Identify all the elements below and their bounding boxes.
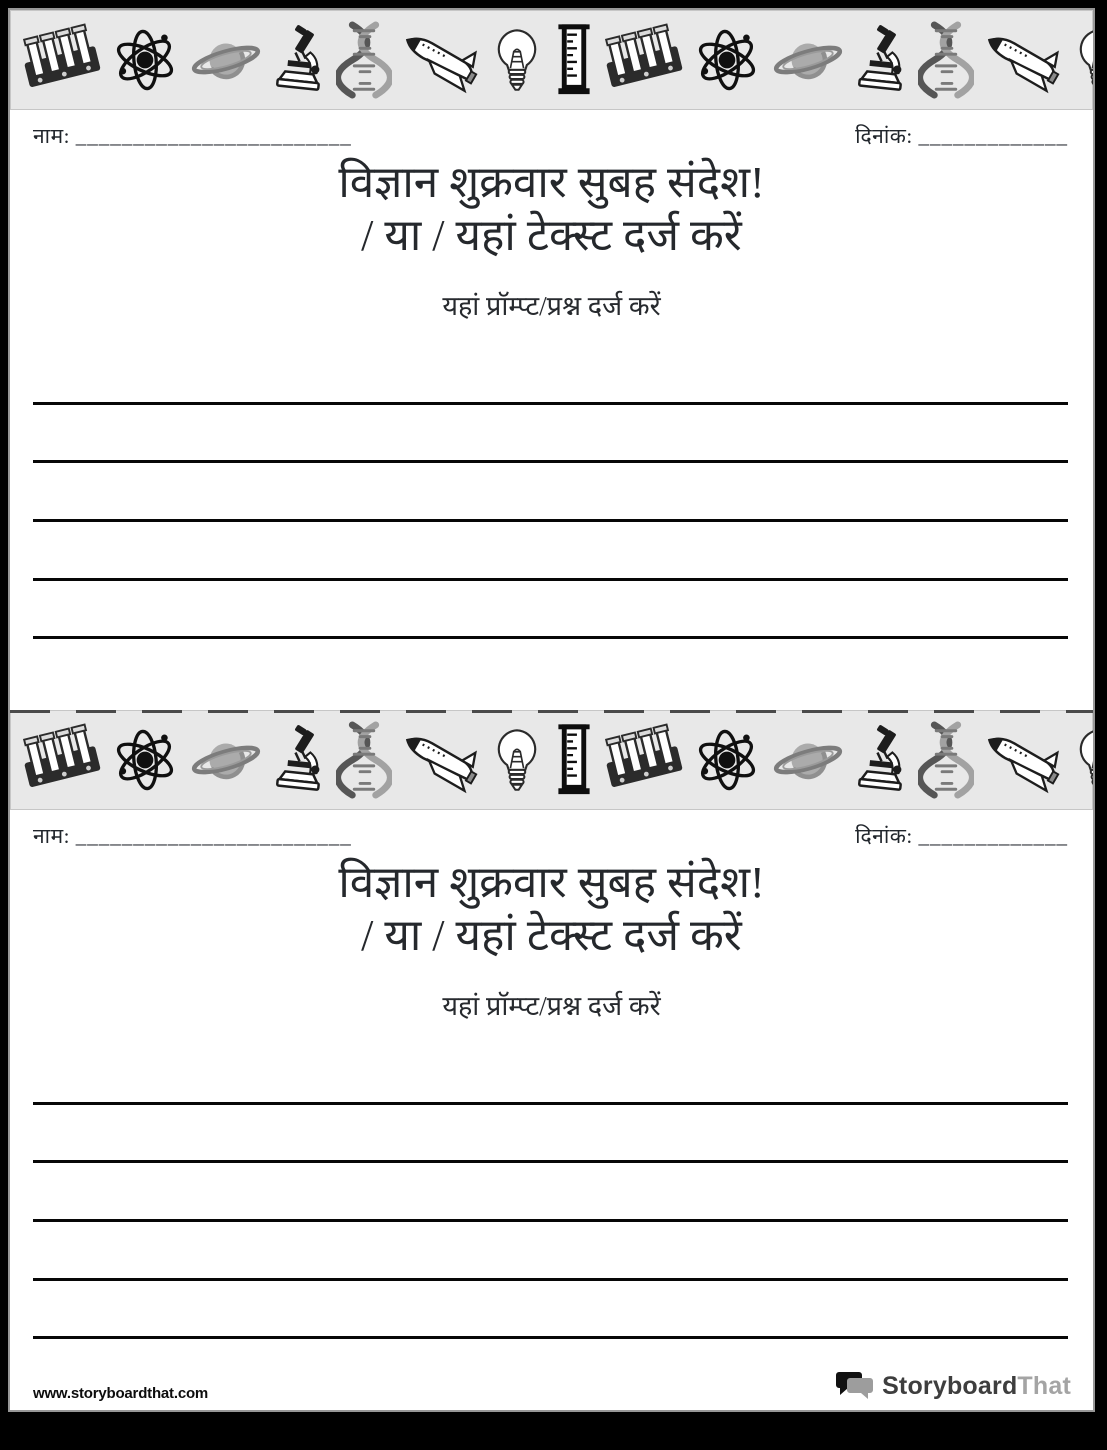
- saturn-icon: [764, 721, 852, 799]
- dna-icon: [336, 21, 392, 99]
- writing-line: [33, 402, 1068, 405]
- date-label: दिनांक:: [855, 824, 913, 848]
- prompt-text: यहां प्रॉम्प्ट/प्रश्न दर्ज करें: [442, 991, 661, 1021]
- dna-icon: [918, 721, 974, 799]
- title-line-2: / या / यहां टेक्स्ट दर्ज करें: [361, 211, 742, 260]
- date-label: दिनांक:: [855, 124, 913, 148]
- worksheet-title: [20, 156, 1083, 262]
- writing-line: [33, 1278, 1068, 1281]
- space-shuttle-icon: [392, 721, 484, 799]
- atom-icon: [108, 721, 182, 799]
- worksheet-title: [20, 856, 1083, 962]
- worksheet-page: [10, 10, 1093, 1410]
- writing-line: [33, 1160, 1068, 1163]
- worksheet-section-2: [10, 710, 1093, 1410]
- brand-primary: Storyboard: [882, 1371, 1018, 1400]
- name-blank-line: ________________________: [75, 124, 352, 148]
- microscope-icon: [270, 21, 336, 99]
- name-label: नाम:: [33, 124, 70, 148]
- brand-wordmark: [882, 1372, 1071, 1401]
- name-field: [33, 120, 352, 152]
- date-field: [855, 120, 1068, 152]
- graduated-cylinder-icon: [550, 21, 598, 99]
- date-field: [855, 820, 1068, 852]
- saturn-icon: [182, 721, 270, 799]
- worksheet-section-1: [10, 10, 1093, 710]
- dna-icon: [918, 21, 974, 99]
- storyboardthat-logo: [836, 1370, 1071, 1402]
- dashed-cut-line: [10, 710, 1093, 713]
- title-line-2: / या / यहां टेक्स्ट दर्ज करें: [361, 911, 742, 960]
- saturn-icon: [764, 21, 852, 99]
- writing-line: [33, 636, 1068, 639]
- space-shuttle-icon: [974, 21, 1066, 99]
- writing-line: [33, 1102, 1068, 1105]
- name-date-row: [33, 120, 1068, 152]
- atom-icon: [690, 21, 764, 99]
- test-tube-rack-icon: [16, 721, 108, 799]
- atom-icon: [108, 21, 182, 99]
- date-blank-line: _____________: [918, 824, 1068, 848]
- writing-line: [33, 519, 1068, 522]
- space-shuttle-icon: [392, 21, 484, 99]
- name-field: [33, 820, 352, 852]
- speech-bubbles-icon: [836, 1370, 874, 1402]
- writing-line: [33, 1336, 1068, 1339]
- saturn-icon: [182, 21, 270, 99]
- space-shuttle-icon: [974, 721, 1066, 799]
- light-bulb-icon: [484, 21, 550, 99]
- writing-line: [33, 1219, 1068, 1222]
- title-line-1: विज्ञान शुक्रवार सुबह संदेश!: [338, 158, 765, 207]
- light-bulb-icon: [1066, 721, 1093, 799]
- date-blank-line: _____________: [918, 124, 1068, 148]
- test-tube-rack-icon: [598, 21, 690, 99]
- name-label: नाम:: [33, 824, 70, 848]
- test-tube-rack-icon: [598, 721, 690, 799]
- footer-url: www.storyboardthat.com: [33, 1385, 209, 1402]
- prompt-text: यहां प्रॉम्प्ट/प्रश्न दर्ज करें: [442, 291, 661, 321]
- atom-icon: [690, 721, 764, 799]
- writing-line: [33, 460, 1068, 463]
- microscope-icon: [852, 21, 918, 99]
- light-bulb-icon: [1066, 21, 1093, 99]
- graduated-cylinder-icon: [550, 721, 598, 799]
- microscope-icon: [270, 721, 336, 799]
- microscope-icon: [852, 721, 918, 799]
- brand-secondary: That: [1017, 1371, 1071, 1400]
- light-bulb-icon: [484, 721, 550, 799]
- writing-line: [33, 578, 1068, 581]
- science-icon-banner: [10, 710, 1093, 810]
- dna-icon: [336, 721, 392, 799]
- name-date-row: [33, 820, 1068, 852]
- title-line-1: विज्ञान शुक्रवार सुबह संदेश!: [338, 858, 765, 907]
- test-tube-rack-icon: [16, 21, 108, 99]
- science-icon-banner: [10, 10, 1093, 110]
- name-blank-line: ________________________: [75, 824, 352, 848]
